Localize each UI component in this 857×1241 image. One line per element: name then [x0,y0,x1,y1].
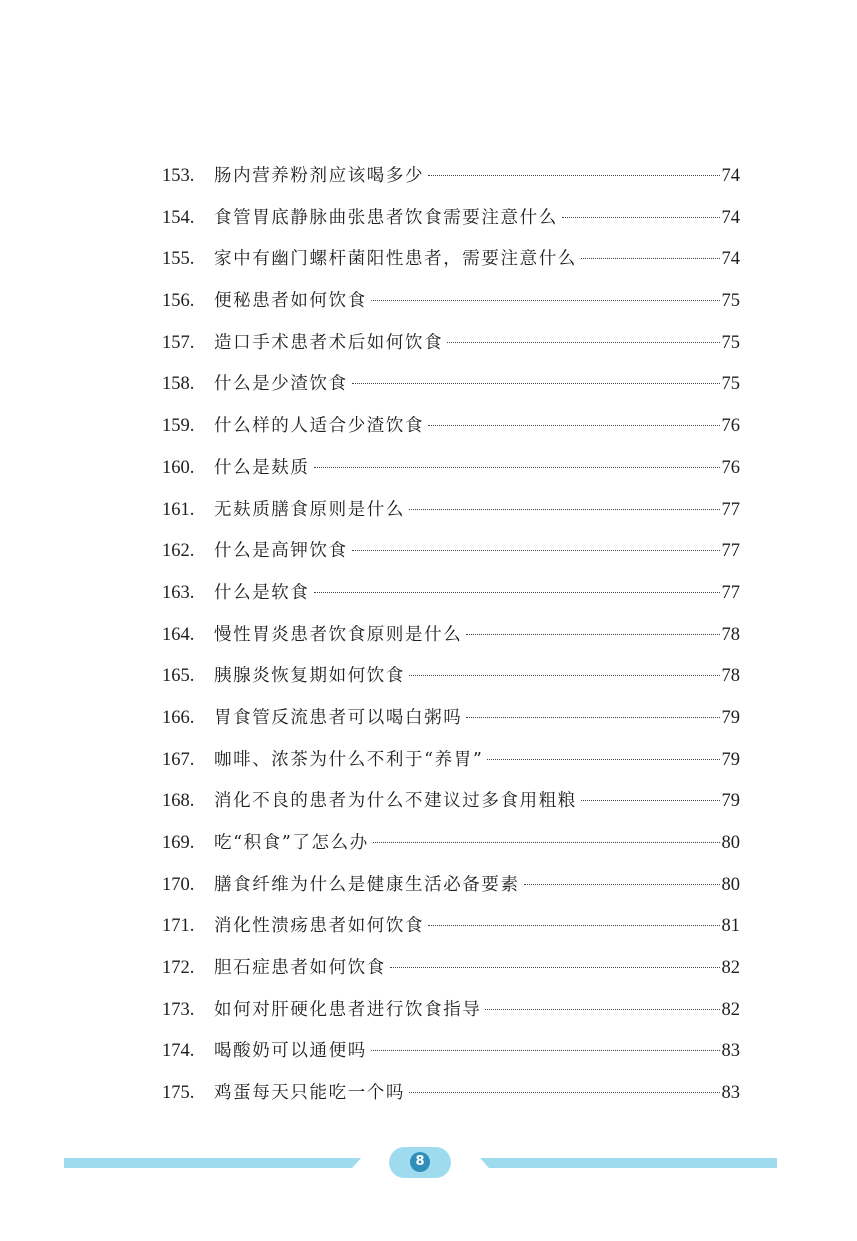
toc-entry[interactable] [162,281,740,323]
toc-entry[interactable] [162,740,740,782]
toc-entry-page: 79 [721,749,740,770]
dot-leader [447,342,719,343]
toc-entry[interactable] [162,364,740,406]
toc-entry-page: 82 [721,999,740,1020]
toc-entry-title: 胆石症患者如何饮食 [214,958,386,979]
toc-entry-title: 膳食纤维为什么是健康生活必备要素 [214,874,520,895]
toc-entry[interactable] [162,1031,740,1073]
dot-leader [409,1092,720,1093]
toc-entry-number: 158. [162,374,195,395]
toc-entry-title: 什么是麸质 [214,457,310,478]
toc-entry[interactable] [162,1073,740,1115]
toc-entry-title: 什么样的人适合少渣饮食 [214,416,425,437]
toc-entry[interactable] [162,615,740,657]
toc-entry-page: 75 [721,374,740,395]
toc-entry-title: 消化性溃疡患者如何饮食 [214,916,425,937]
toc-entry-number: 162. [162,541,195,562]
toc-entry-page: 80 [721,833,740,853]
toc-entry-number: 156. [162,291,195,312]
toc-entry-number: 172. [162,958,195,979]
toc-entry[interactable] [162,906,740,948]
toc-entry-number: 164. [162,624,195,645]
toc-entry-title: 食管胃底静脉曲张患者饮食需要注意什么 [214,207,558,228]
toc-entry-number: 161. [162,499,195,520]
toc-entry[interactable] [162,573,740,615]
toc-entry-number: 157. [162,332,195,353]
page-number: 8 [410,1152,430,1172]
page-number-badge [389,1147,451,1178]
dot-leader [581,800,720,801]
toc-entry-number: 155. [162,249,195,270]
toc-entry-number: 159. [162,416,195,437]
toc-entry[interactable] [162,656,740,698]
dot-leader [352,383,720,384]
toc-entry-number: 168. [162,791,195,812]
dot-leader [314,467,720,468]
toc-entry-page: 83 [721,1041,740,1062]
toc-entry-page: 74 [721,249,740,270]
toc-entry-page: 77 [721,541,740,562]
toc-entry-number: 165. [162,666,195,687]
toc-entry-page: 77 [721,582,740,603]
toc-entry-page: 78 [721,666,740,687]
toc-entry-number: 154. [162,207,195,228]
toc-entry[interactable] [162,781,740,823]
dot-leader [373,842,720,843]
toc-entry[interactable] [162,156,740,198]
toc-entry-page: 77 [721,499,740,520]
toc-entry[interactable] [162,406,740,448]
dot-leader [485,1009,719,1010]
toc-entry[interactable] [162,990,740,1032]
toc-entry-page: 76 [721,457,740,478]
dot-leader [466,634,719,635]
dot-leader [314,592,720,593]
toc-entry-page: 75 [721,332,740,353]
toc-entry-title: 吃“积食”了怎么办 [214,833,369,853]
toc-entry[interactable] [162,698,740,740]
toc-entry-number: 160. [162,457,195,478]
dot-leader [409,675,720,676]
toc-entry-title: 如何对肝硬化患者进行饮食指导 [214,999,482,1020]
dot-leader [562,217,720,218]
dot-leader [390,967,720,968]
toc-entry-page: 78 [721,624,740,645]
toc-entry[interactable] [162,531,740,573]
toc-entry[interactable] [162,198,740,240]
toc-entry-page: 79 [721,791,740,812]
toc-entry-number: 171. [162,916,195,937]
dot-leader [428,425,719,426]
dot-leader [524,884,720,885]
toc-entry[interactable] [162,948,740,990]
toc-entry-page: 80 [721,874,740,895]
toc-entry-page: 83 [721,1083,740,1104]
toc-entry-number: 167. [162,749,195,770]
footer-bar-left [64,1158,361,1168]
dot-leader [371,300,720,301]
toc-entry-title: 喝酸奶可以通便吗 [214,1041,367,1062]
toc-entry-title: 什么是少渣饮食 [214,374,348,395]
toc-entry-title: 消化不良的患者为什么不建议过多食用粗粮 [214,791,577,812]
toc-entry-title: 慢性胃炎患者饮食原则是什么 [214,624,463,645]
toc-entry-title: 肠内营养粉剂应该喝多少 [214,166,425,186]
toc-entry-page: 75 [721,291,740,312]
toc-entry-number: 173. [162,999,195,1020]
toc-entry-title: 鸡蛋每天只能吃一个吗 [214,1083,405,1104]
toc-entry-title: 什么是软食 [214,582,310,603]
dot-leader [371,1050,720,1051]
toc-entry-number: 169. [162,833,195,853]
toc-entry[interactable] [162,865,740,907]
toc-entry-title: 造口手术患者术后如何饮食 [214,332,444,353]
dot-leader [466,717,719,718]
dot-leader [409,509,720,510]
toc-entry-title: 咖啡、浓茶为什么不利于“养胃” [214,749,484,770]
toc-entry-page: 74 [721,166,740,186]
footer-bar-right [480,1158,777,1168]
toc-entry[interactable] [162,323,740,365]
toc-entry-page: 76 [721,416,740,437]
toc-entry-page: 74 [721,207,740,228]
toc-entry[interactable] [162,823,740,865]
toc-entry-number: 174. [162,1041,195,1062]
toc-entry-page: 79 [721,707,740,728]
dot-leader [487,759,719,760]
dot-leader [428,175,719,176]
toc-entry-title: 胃食管反流患者可以喝白粥吗 [214,707,463,728]
toc-entry-title: 家中有幽门螺杆菌阳性患者，需要注意什么 [214,249,577,270]
toc-entry-title: 胰腺炎恢复期如何饮食 [214,666,405,687]
toc-entry-number: 153. [162,166,195,186]
toc-entry-title: 什么是高钾饮食 [214,541,348,562]
toc-entry-page: 81 [721,916,740,937]
toc-entry-number: 163. [162,582,195,603]
toc-entry-number: 170. [162,874,195,895]
dot-leader [352,550,720,551]
dot-leader [428,925,719,926]
toc-entry-title: 便秘患者如何饮食 [214,291,367,312]
toc-entry-number: 175. [162,1083,195,1104]
toc-entry[interactable] [162,448,740,490]
table-of-contents [162,156,740,1115]
dot-leader [581,258,720,259]
toc-entry[interactable] [162,490,740,532]
toc-entry-number: 166. [162,707,195,728]
toc-entry-title: 无麸质膳食原则是什么 [214,499,405,520]
toc-entry[interactable] [162,239,740,281]
toc-entry-page: 82 [721,958,740,979]
